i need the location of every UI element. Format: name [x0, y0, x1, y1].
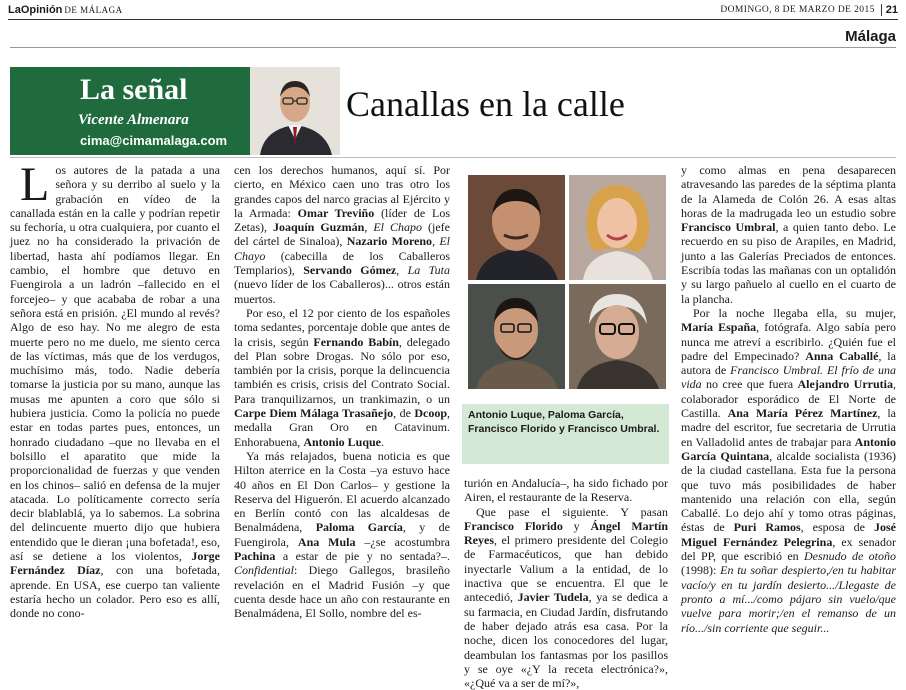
column-author: Vicente Almenara — [78, 112, 189, 128]
section-rule — [10, 47, 896, 48]
article-column-3: turión en Andalucía–, ha sido fichado por Airen, el restaurante de la Reserva. Que pase el siguiente. Y pasan Francisco Florido y Ángel Martín Reyes, el primero presidente del Colegio de Farmacéuticos, que han debido inyectarle Valium a la entidad, de lo inactiva que se encuentra. El que le antecedió, Javier Tudela, ya se dedica a su farmacia, en Ciudad Jardín, disfrutando de haber dejado atrás esa casa. Por la noche, dicen los conocedores del lugar, deambulan los fantasmas por los pasillos y se oye «¿Y la receta electrónica?», «¿Qué va a ser de mí?», — [464, 476, 669, 690]
article-headline: Canallas en la calle — [346, 84, 625, 124]
photo-caption: Antonio Luque, Paloma García, Francisco Florido y Francisco Umbral. — [462, 404, 669, 464]
article-column-4: y como almas en pena desaparecen atravesando las paredes de la séptima planta de la Alameda de Colón 26. A esas altas horas de la madrugada leo un estudio sobre Francisco Umbral, a quien tanto debo. Le recuerdo en su piso de Arapiles, en Madrid, junto a las Galerías Preciados de entonces. Escribía todas las mañanas con un optalidón y su largo pañuelo al cuello en el cuarto de la plancha. Por la noche llegaba ella, su mujer, María España, fotógrafa. Algo sabía pero nunca me atreví a escribirlo. ¿Quién fue el padre del Empecinado? Anna Caballé, la autora de Francisco Umbral. El frío de una vida no cree que fuera Alejandro Urrutia, colaborador esporádico de El Norte de Castilla. Ana María Pérez Martínez, la madre del escritor, fue secretaria de Urrutia en Valladolid antes de trabajar para Antonio García Quintana, alcalde socialista (1936) de la ciudad castellana. Esta fue la persona que tuvo más posibilidades de haber mantenido una relación con ella, según Caballé. Lo dejo ahí y tomo otras páginas, éstas de Puri Ramos, esposa de José Miguel Fernández Pelegrina, ex senador del PP, que escribió en Desnudo de otoño (1998): En tu soñar despierto,/en tu habitar vacío/y en tu jardín desierto.../Llegaste de pronto a mí.../como pájaro sin vuelo/que vuelve para morir;/en el remanso de un río.../sin corriente que seguir... — [681, 163, 897, 635]
page-header — [8, 2, 898, 18]
page-date: DOMINGO, 8 DE MARZO DE 2015 — [720, 5, 875, 15]
article-column-1: Los autores de la patada a una señora y su derribo al suelo y la grabación en vídeo de la canallada están en la calle y podrían repetir su fechoría, u otra cualquiera, por cuanto el juez no ha considerado la privación de libertad, hasta ahí podíamos llegar. En cambio, el hombre que detuvo en Fuengirola a un ladrón –fallecido en el forcejeo– y que acababa de robar a una señora está en prisión. ¿El mundo al revés? Algo de eso hay. No me alegro de esta muerte pero no me duelo, me siento cerca de las víctimas, más que de los verdugos, muchísimo más, todo. Nadie debería tomarse la justicia por su mano, aunque las musas me apunten a coro que sólo si hubiera justicia. Como la policía no puede estar en todas partes pues, entonces, un honrado ciudadano –que no llevaba en el bolsillo el aparatito que mide la proporcionalidad de fuerzas y que venden en los chinos– salió en defensa de la mujer atacada. Lo políticamente correcto sería decir blablablá, ya lo sabemos. La sobrina del delincuente muerto dijo que hubiera entendido que le dieran ¡una bofetada!, eso, así se detiene a los violentos, Jorge Fernández Díaz, con una bofetada, aprende. En USA, ese cuerpo tan valiente estaría hecho un colador. Pero eso es allí, donde no cono- — [10, 158, 220, 621]
author-portrait — [250, 67, 340, 155]
photo-antonio-luque — [468, 175, 565, 280]
article-column-2: cen los derechos humanos, aquí sí. Por cierto, en México caen uno tras otro los grandes capos del narco gracias al Ejército y la Armada: Omar Treviño (líder de Los Zetas), Joaquín Guzmán, El Chapo (jefe del cártel de Sinaloa), Nazario Moreno, El Chayo (cabecilla de los Caballeros Templarios), Servando Gómez, La Tuta (nuevo líder de los Caballeros)... otros están muertos. Por eso, el 12 por ciento de los españoles toma sedantes, porcentaje doble que antes de la crisis, según Fernando Babín, delegado del Plan sobre Drogas. No sólo por eso, también por la crisis, porque la delincuencia también es crisis, crisis del Contrato Social. Para tranquilizarnos, un trankimazin, o un Carpe Diem Málaga Trasañejo, de Dcoop, medalla Gran Oro en Catavinum. Enhorabuena, Antonio Luque. Ya más relajados, buena noticia es que Hilton aterrice en la Costa –ya estuvo hace 40 años en El Don Carlos– y gestione la Reserva del Higuerón. El acuerdo alcanzado en Berlín contó con las alcaldesas de Benalmádena, Paloma García, y de Fuengirola, Ana Mula –¿se acostumbra Pachina a estar de pie y no sentada?–. Confidential: Diego Gallegos, brasileño revelación en el Madrid Fusión –y que cuenta desde hace un año con restaurante en Benalmádena, El Sollo, nombre del es- — [234, 163, 451, 621]
masthead-logo: LaOpinión DE MÁLAGA — [8, 4, 123, 16]
section-label: Málaga — [845, 28, 896, 45]
photo-francisco-umbral — [569, 284, 666, 389]
headline-rule — [10, 157, 896, 158]
drop-cap: L — [20, 158, 50, 211]
page-number: 21 — [881, 4, 898, 16]
header-rule — [8, 19, 898, 20]
column-header-box — [10, 67, 250, 155]
author-email: cima@cimamalaga.com — [80, 133, 228, 148]
column-title: La señal — [80, 73, 188, 106]
photo-paloma-garcia — [569, 175, 666, 280]
photo-francisco-florido — [468, 284, 565, 389]
